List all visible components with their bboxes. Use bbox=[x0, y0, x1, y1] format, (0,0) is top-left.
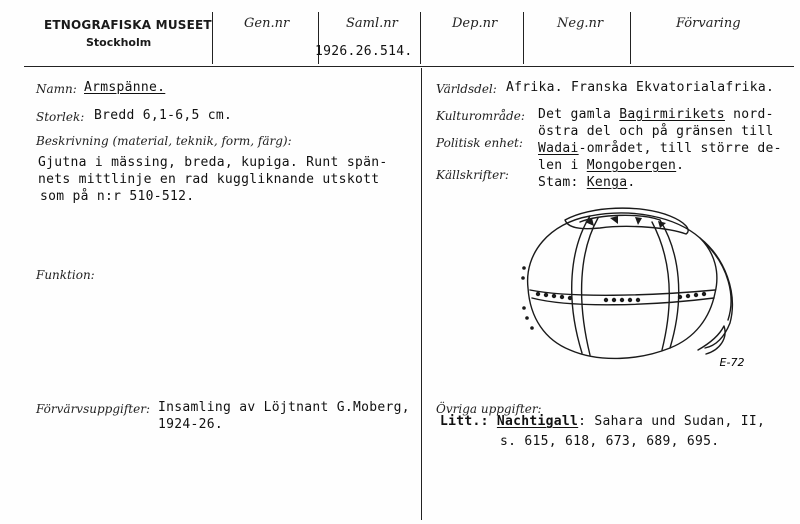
namn-label: Namn: bbox=[36, 82, 77, 96]
namn-value: Armspänne. bbox=[84, 80, 166, 95]
funktion-label: Funktion: bbox=[36, 268, 95, 282]
stam-end: . bbox=[627, 175, 636, 190]
kulturomrade-value bbox=[538, 141, 782, 156]
storlek-value: Bredd 6,1-6,5 cm. bbox=[94, 108, 233, 123]
header-divider bbox=[212, 12, 213, 64]
stam-value bbox=[538, 175, 636, 190]
ovriga-label: Övriga uppgifter: bbox=[436, 402, 542, 416]
forvarv-value-line2: 1924-26. bbox=[158, 417, 224, 432]
forvarv-label: Förvärvsuppgifter: bbox=[36, 402, 150, 416]
kultur-text: . bbox=[676, 158, 685, 173]
storlek-label: Storlek: bbox=[36, 110, 85, 124]
stam-name: Kenga bbox=[586, 175, 628, 190]
header-divider bbox=[420, 12, 421, 64]
kulturomrade-value bbox=[538, 107, 774, 122]
column-divider bbox=[421, 68, 422, 520]
beskrivning-label: Beskrivning (material, teknik, form, färg): bbox=[36, 134, 292, 148]
place-name: Mongobergen bbox=[586, 158, 677, 173]
beskrivning-line: nets mittlinje en rad kuggliknande utskott bbox=[38, 172, 380, 187]
forvarv-value: Insamling av Löjtnant G.Moberg, bbox=[158, 400, 410, 415]
kultur-text: nord- bbox=[724, 107, 774, 122]
saml-nr-header: Saml.nr bbox=[346, 16, 398, 31]
neg-nr-header: Neg.nr bbox=[557, 16, 604, 31]
drawing-signature: E-72 bbox=[719, 356, 745, 369]
litt-title: : Sahara und Sudan, II, bbox=[578, 414, 766, 429]
litteratur-pages: s. 615, 618, 673, 689, 695. bbox=[500, 434, 720, 449]
museum-city: Stockholm bbox=[86, 36, 152, 49]
kulturomrade-label: Kulturområde: bbox=[436, 109, 525, 123]
varldsdel-label: Världsdel: bbox=[436, 82, 497, 96]
place-name: Wadai bbox=[538, 141, 579, 156]
armband-drawing bbox=[510, 198, 750, 373]
kultur-text: -området, till större de- bbox=[578, 141, 782, 156]
saml-nr-value: 1926.26.514. bbox=[315, 44, 413, 59]
museum-name: ETNOGRAFISKA MUSEET bbox=[44, 18, 212, 32]
beskrivning-line: som på n:r 510-512. bbox=[40, 189, 195, 204]
litt-author: Nachtigall bbox=[496, 414, 579, 429]
forvaring-header: Förvaring bbox=[676, 16, 741, 31]
beskrivning-line: Gjutna i mässing, breda, kupiga. Runt spän- bbox=[38, 155, 388, 170]
dep-nr-header: Dep.nr bbox=[452, 16, 498, 31]
kulturomrade-value bbox=[538, 158, 684, 173]
kulturomrade-value: östra del och på gränsen till bbox=[538, 124, 774, 139]
stam-label: Stam: bbox=[538, 175, 587, 190]
gen-nr-header: Gen.nr bbox=[244, 16, 290, 31]
header-divider bbox=[630, 12, 631, 64]
kultur-text: len i bbox=[538, 158, 587, 173]
header-rule bbox=[24, 66, 794, 67]
place-name: Bagirmirikets bbox=[619, 107, 725, 122]
header-divider bbox=[523, 12, 524, 64]
litteratur-value bbox=[440, 414, 765, 429]
litt-label: Litt.: bbox=[440, 414, 497, 429]
kultur-text: Det gamla bbox=[538, 107, 620, 122]
varldsdel-value: Afrika. Franska Ekvatorialafrika. bbox=[506, 80, 775, 95]
kallskrifter-label: Källskrifter: bbox=[436, 168, 509, 182]
politisk-enhet-label: Politisk enhet: bbox=[436, 136, 523, 150]
